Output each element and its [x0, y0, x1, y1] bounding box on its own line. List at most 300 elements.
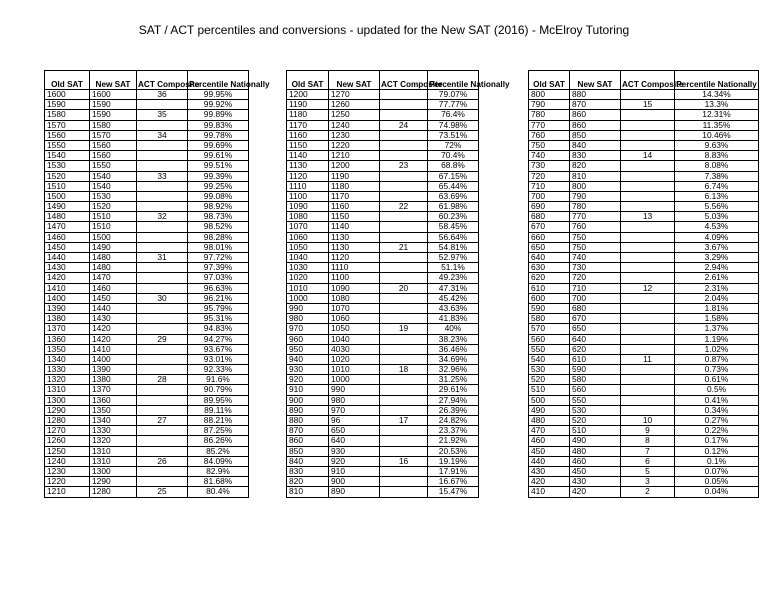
- old-sat-cell: 700: [529, 191, 570, 201]
- percentile-cell: 99.89%: [188, 110, 249, 120]
- percentile-cell: 9.63%: [675, 140, 759, 150]
- table-row: [45, 263, 249, 273]
- new-sat-cell: 760: [570, 222, 621, 232]
- table-row: [45, 314, 249, 324]
- new-sat-cell: 1440: [90, 303, 137, 313]
- new-sat-cell: 1540: [90, 171, 137, 181]
- new-sat-cell: 990: [329, 385, 380, 395]
- old-sat-cell: 670: [529, 222, 570, 232]
- percentile-cell: 98.01%: [188, 242, 249, 252]
- old-sat-cell: 1550: [45, 140, 90, 150]
- new-sat-cell: 1020: [329, 354, 380, 364]
- old-sat-cell: 660: [529, 232, 570, 242]
- old-sat-cell: 430: [529, 466, 570, 476]
- act-cell: [137, 120, 188, 130]
- act-cell: [137, 151, 188, 161]
- conversion-table-1: [44, 70, 270, 498]
- act-cell: [137, 344, 188, 354]
- act-cell: [621, 171, 675, 181]
- table-row: [287, 232, 479, 242]
- percentile-cell: 0.41%: [675, 395, 759, 405]
- new-sat-cell: 1300: [90, 466, 137, 476]
- act-cell: [137, 222, 188, 232]
- percentile-cell: 60.23%: [428, 212, 479, 222]
- new-sat-cell: 1260: [329, 100, 380, 110]
- conversion-table-2: [286, 70, 510, 498]
- percentile-cell: 0.05%: [675, 477, 759, 487]
- table-row: [529, 140, 759, 150]
- percentile-cell: 0.34%: [675, 405, 759, 415]
- new-sat-cell: 460: [570, 456, 621, 466]
- act-cell: 6: [621, 456, 675, 466]
- act-cell: [380, 151, 428, 161]
- percentile-cell: 1.19%: [675, 334, 759, 344]
- table-row: [45, 477, 249, 487]
- act-cell: [380, 436, 428, 446]
- table-row: [45, 436, 249, 446]
- table-row: [287, 303, 479, 313]
- old-sat-cell: 710: [529, 181, 570, 191]
- new-sat-cell: 620: [570, 344, 621, 354]
- table-row: [45, 232, 249, 242]
- old-sat-cell: 1170: [287, 120, 329, 130]
- old-sat-cell: 640: [529, 253, 570, 263]
- table-row: [287, 456, 479, 466]
- new-sat-cell: 850: [570, 130, 621, 140]
- new-sat-cell: 560: [570, 385, 621, 395]
- percentile-cell: 26.39%: [428, 405, 479, 415]
- table-row: [287, 354, 479, 364]
- table-row: [287, 273, 479, 283]
- act-cell: [380, 253, 428, 263]
- act-cell: [137, 242, 188, 252]
- new-sat-cell: 1350: [90, 405, 137, 415]
- new-sat-cell: 800: [570, 181, 621, 191]
- percentile-cell: 61.98%: [428, 202, 479, 212]
- act-cell: [380, 466, 428, 476]
- percentile-cell: 1.37%: [675, 324, 759, 334]
- table-row: [529, 130, 759, 140]
- table-row: [45, 90, 249, 100]
- table-body: [45, 90, 249, 498]
- new-sat-cell: 920: [329, 456, 380, 466]
- old-sat-cell: 740: [529, 151, 570, 161]
- act-cell: 11: [621, 354, 675, 364]
- new-sat-cell: 880: [570, 90, 621, 100]
- percentile-cell: 43.63%: [428, 303, 479, 313]
- new-sat-cell: 790: [570, 191, 621, 201]
- old-sat-cell: 1240: [45, 456, 90, 466]
- new-sat-cell: 1580: [90, 120, 137, 130]
- old-sat-cell: 510: [529, 385, 570, 395]
- new-sat-cell: 750: [570, 242, 621, 252]
- old-sat-cell: 810: [287, 487, 329, 497]
- table-row: [287, 436, 479, 446]
- act-cell: 23: [380, 161, 428, 171]
- percentile-cell: 88.21%: [188, 416, 249, 426]
- act-cell: [621, 232, 675, 242]
- new-sat-cell: 1230: [329, 130, 380, 140]
- table-row: [45, 253, 249, 263]
- percentile-cell: 72%: [428, 140, 479, 150]
- percentile-cell: 84.09%: [188, 456, 249, 466]
- new-sat-cell: 1390: [90, 365, 137, 375]
- percentile-cell: 34.69%: [428, 354, 479, 364]
- old-sat-cell: 960: [287, 334, 329, 344]
- percentile-cell: 97.72%: [188, 253, 249, 263]
- new-sat-cell: 890: [329, 487, 380, 497]
- act-cell: [621, 130, 675, 140]
- table-row: [287, 324, 479, 334]
- old-sat-cell: 840: [287, 456, 329, 466]
- act-cell: [137, 446, 188, 456]
- table-row: [529, 273, 759, 283]
- percentile-cell: 0.5%: [675, 385, 759, 395]
- new-sat-cell: 1310: [90, 456, 137, 466]
- old-sat-cell: 1040: [287, 253, 329, 263]
- new-sat-cell: 1010: [329, 365, 380, 375]
- old-sat-cell: 780: [529, 110, 570, 120]
- table-row: [45, 181, 249, 191]
- act-cell: [621, 293, 675, 303]
- old-sat-cell: 1120: [287, 171, 329, 181]
- act-cell: [621, 273, 675, 283]
- table-row: [287, 446, 479, 456]
- new-sat-cell: 1480: [90, 263, 137, 273]
- new-sat-cell: 860: [570, 110, 621, 120]
- percentile-cell: 6.74%: [675, 181, 759, 191]
- old-sat-cell: 500: [529, 395, 570, 405]
- act-cell: 14: [621, 151, 675, 161]
- act-cell: [380, 395, 428, 405]
- header-row: [529, 71, 759, 90]
- new-sat-cell: 1000: [329, 375, 380, 385]
- header-new-sat: New SAT: [329, 71, 380, 90]
- old-sat-cell: 1460: [45, 232, 90, 242]
- percentile-cell: 95.79%: [188, 303, 249, 313]
- new-sat-cell: 980: [329, 395, 380, 405]
- act-cell: [380, 90, 428, 100]
- new-sat-cell: 1100: [329, 273, 380, 283]
- new-sat-cell: 640: [329, 436, 380, 446]
- new-sat-cell: 870: [570, 100, 621, 110]
- table-row: [45, 334, 249, 344]
- percentile-cell: 19.19%: [428, 456, 479, 466]
- new-sat-cell: 640: [570, 334, 621, 344]
- table-row: [45, 324, 249, 334]
- old-sat-cell: 1070: [287, 222, 329, 232]
- header-act-composite: ACT Composite: [380, 71, 428, 90]
- old-sat-cell: 1480: [45, 212, 90, 222]
- new-sat-cell: 1520: [90, 202, 137, 212]
- old-sat-cell: 1270: [45, 426, 90, 436]
- act-cell: 35: [137, 110, 188, 120]
- table-row: [45, 202, 249, 212]
- old-sat-cell: 650: [529, 242, 570, 252]
- new-sat-cell: 1040: [329, 334, 380, 344]
- table-row: [45, 161, 249, 171]
- act-cell: [380, 405, 428, 415]
- old-sat-cell: 930: [287, 365, 329, 375]
- act-cell: [137, 405, 188, 415]
- new-sat-cell: 1250: [329, 110, 380, 120]
- old-sat-cell: 890: [287, 405, 329, 415]
- table-row: [287, 314, 479, 324]
- act-cell: [380, 140, 428, 150]
- new-sat-cell: 1270: [329, 90, 380, 100]
- new-sat-cell: 590: [570, 365, 621, 375]
- percentile-cell: 17.91%: [428, 466, 479, 476]
- old-sat-cell: 820: [287, 477, 329, 487]
- percentile-cell: 12.31%: [675, 110, 759, 120]
- percentile-cell: 2.61%: [675, 273, 759, 283]
- new-sat-cell: 1360: [90, 395, 137, 405]
- new-sat-cell: 96: [329, 416, 380, 426]
- percentile-cell: 91.6%: [188, 375, 249, 385]
- old-sat-cell: 570: [529, 324, 570, 334]
- table-row: [529, 161, 759, 171]
- old-sat-cell: 1100: [287, 191, 329, 201]
- act-cell: [380, 293, 428, 303]
- new-sat-cell: 1430: [90, 314, 137, 324]
- percentile-cell: 70.4%: [428, 151, 479, 161]
- percentile-cell: 47.31%: [428, 283, 479, 293]
- table-row: [287, 385, 479, 395]
- percentile-cell: 98.28%: [188, 232, 249, 242]
- percentile-cell: 21.92%: [428, 436, 479, 446]
- act-cell: [621, 161, 675, 171]
- new-sat-cell: 1340: [90, 416, 137, 426]
- old-sat-cell: 830: [287, 466, 329, 476]
- percentile-cell: 54.81%: [428, 242, 479, 252]
- table-row: [529, 456, 759, 466]
- old-sat-cell: 860: [287, 436, 329, 446]
- act-cell: [621, 191, 675, 201]
- new-sat-cell: 550: [570, 395, 621, 405]
- percentile-cell: 24.82%: [428, 416, 479, 426]
- old-sat-cell: 1420: [45, 273, 90, 283]
- percentile-cell: 3.67%: [675, 242, 759, 252]
- percentile-cell: 98.73%: [188, 212, 249, 222]
- new-sat-cell: 1590: [90, 100, 137, 110]
- old-sat-cell: 630: [529, 263, 570, 273]
- old-sat-cell: 980: [287, 314, 329, 324]
- act-cell: 19: [380, 324, 428, 334]
- new-sat-cell: 750: [570, 232, 621, 242]
- act-cell: [380, 273, 428, 283]
- old-sat-cell: 1440: [45, 253, 90, 263]
- old-sat-cell: 1000: [287, 293, 329, 303]
- header-act-composite: ACT Composite: [137, 71, 188, 90]
- new-sat-cell: 1220: [329, 140, 380, 150]
- act-cell: [380, 354, 428, 364]
- percentile-cell: 27.94%: [428, 395, 479, 405]
- table-row: [287, 334, 479, 344]
- table-row: [45, 171, 249, 181]
- percentile-cell: 15.47%: [428, 487, 479, 497]
- old-sat-cell: 520: [529, 375, 570, 385]
- old-sat-cell: 480: [529, 416, 570, 426]
- table-row: [45, 385, 249, 395]
- new-sat-cell: 840: [570, 140, 621, 150]
- new-sat-cell: 1210: [329, 151, 380, 161]
- table-row: [45, 212, 249, 222]
- table-row: [287, 242, 479, 252]
- header-percentile: Percentile Nationally: [675, 71, 759, 90]
- percentile-cell: 98.52%: [188, 222, 249, 232]
- percentile-cell: 99.51%: [188, 161, 249, 171]
- act-cell: [137, 354, 188, 364]
- old-sat-cell: 1030: [287, 263, 329, 273]
- percentile-cell: 0.04%: [675, 487, 759, 497]
- percentile-cell: 99.25%: [188, 181, 249, 191]
- new-sat-cell: 740: [570, 253, 621, 263]
- percentile-cell: 29.61%: [428, 385, 479, 395]
- old-sat-cell: 470: [529, 426, 570, 436]
- percentile-cell: 14.34%: [675, 90, 759, 100]
- table-row: [287, 487, 479, 497]
- header-new-sat: New SAT: [90, 71, 137, 90]
- old-sat-cell: 750: [529, 140, 570, 150]
- act-cell: 16: [380, 456, 428, 466]
- percentile-cell: 99.39%: [188, 171, 249, 181]
- percentile-cell: 82.9%: [188, 466, 249, 476]
- old-sat-cell: 590: [529, 303, 570, 313]
- table-row: [287, 140, 479, 150]
- table-row: [287, 426, 479, 436]
- percentile-cell: 65.44%: [428, 181, 479, 191]
- table-row: [287, 130, 479, 140]
- table-row: [529, 212, 759, 222]
- old-sat-cell: 760: [529, 130, 570, 140]
- act-cell: [137, 426, 188, 436]
- act-cell: [137, 100, 188, 110]
- new-sat-cell: 710: [570, 283, 621, 293]
- table-row: [529, 395, 759, 405]
- percentile-cell: 92.33%: [188, 365, 249, 375]
- new-sat-cell: 450: [570, 466, 621, 476]
- new-sat-cell: 650: [570, 324, 621, 334]
- header-percentile: Percentile Nationally: [428, 71, 479, 90]
- old-sat-cell: 680: [529, 212, 570, 222]
- new-sat-cell: 1380: [90, 375, 137, 385]
- act-cell: [621, 303, 675, 313]
- old-sat-cell: 950: [287, 344, 329, 354]
- table-row: [45, 456, 249, 466]
- old-sat-cell: 580: [529, 314, 570, 324]
- act-cell: [380, 477, 428, 487]
- old-sat-cell: 1080: [287, 212, 329, 222]
- percentile-cell: 8.08%: [675, 161, 759, 171]
- old-sat-cell: 620: [529, 273, 570, 283]
- act-cell: 18: [380, 365, 428, 375]
- table-row: [529, 232, 759, 242]
- header-old-sat: Old SAT: [45, 71, 90, 90]
- header-old-sat: Old SAT: [529, 71, 570, 90]
- act-cell: 32: [137, 212, 188, 222]
- old-sat-cell: 1290: [45, 405, 90, 415]
- percentile-cell: 63.69%: [428, 191, 479, 201]
- table-row: [287, 293, 479, 303]
- table-row: [45, 242, 249, 252]
- percentile-cell: 0.12%: [675, 446, 759, 456]
- table-row: [529, 426, 759, 436]
- table-row: [287, 263, 479, 273]
- table-row: [529, 222, 759, 232]
- percentile-cell: 89.95%: [188, 395, 249, 405]
- table-row: [45, 293, 249, 303]
- new-sat-cell: 780: [570, 202, 621, 212]
- act-cell: [621, 385, 675, 395]
- old-sat-cell: 770: [529, 120, 570, 130]
- old-sat-cell: 1160: [287, 130, 329, 140]
- table-row: [287, 466, 479, 476]
- percentile-cell: 79.07%: [428, 90, 479, 100]
- act-cell: [621, 222, 675, 232]
- act-cell: [137, 395, 188, 405]
- old-sat-cell: 800: [529, 90, 570, 100]
- old-sat-cell: 1260: [45, 436, 90, 446]
- new-sat-cell: 1130: [329, 242, 380, 252]
- percentile-cell: 85.2%: [188, 446, 249, 456]
- percentile-cell: 56.64%: [428, 232, 479, 242]
- header-old-sat: Old SAT: [287, 71, 329, 90]
- table-row: [529, 110, 759, 120]
- old-sat-cell: 1190: [287, 100, 329, 110]
- act-cell: 21: [380, 242, 428, 252]
- old-sat-cell: 610: [529, 283, 570, 293]
- act-cell: [380, 100, 428, 110]
- percentile-cell: 2.94%: [675, 263, 759, 273]
- table-row: [45, 375, 249, 385]
- table-row: [287, 253, 479, 263]
- percentile-cell: 1.02%: [675, 344, 759, 354]
- percentile-cell: 7.38%: [675, 171, 759, 181]
- act-cell: [137, 140, 188, 150]
- new-sat-cell: 1420: [90, 334, 137, 344]
- percentile-cell: 0.07%: [675, 466, 759, 476]
- percentile-cell: 4.53%: [675, 222, 759, 232]
- act-cell: [137, 263, 188, 273]
- table-row: [529, 436, 759, 446]
- act-cell: [380, 232, 428, 242]
- old-sat-cell: 940: [287, 354, 329, 364]
- new-sat-cell: 1330: [90, 426, 137, 436]
- table-row: [287, 202, 479, 212]
- act-cell: 8: [621, 436, 675, 446]
- table-row: [529, 314, 759, 324]
- old-sat-cell: 910: [287, 385, 329, 395]
- new-sat-cell: 650: [329, 426, 380, 436]
- old-sat-cell: 1110: [287, 181, 329, 191]
- percentile-cell: 31.25%: [428, 375, 479, 385]
- new-sat-cell: 900: [329, 477, 380, 487]
- new-sat-cell: 420: [570, 487, 621, 497]
- percentile-cell: 96.63%: [188, 283, 249, 293]
- act-cell: [380, 222, 428, 232]
- act-cell: [380, 130, 428, 140]
- percentile-cell: 0.22%: [675, 426, 759, 436]
- old-sat-cell: 450: [529, 446, 570, 456]
- percentile-cell: 0.27%: [675, 416, 759, 426]
- old-sat-cell: 1310: [45, 385, 90, 395]
- act-cell: [380, 314, 428, 324]
- old-sat-cell: 1010: [287, 283, 329, 293]
- act-cell: 15: [621, 100, 675, 110]
- act-cell: 22: [380, 202, 428, 212]
- old-sat-cell: 1050: [287, 242, 329, 252]
- act-cell: 13: [621, 212, 675, 222]
